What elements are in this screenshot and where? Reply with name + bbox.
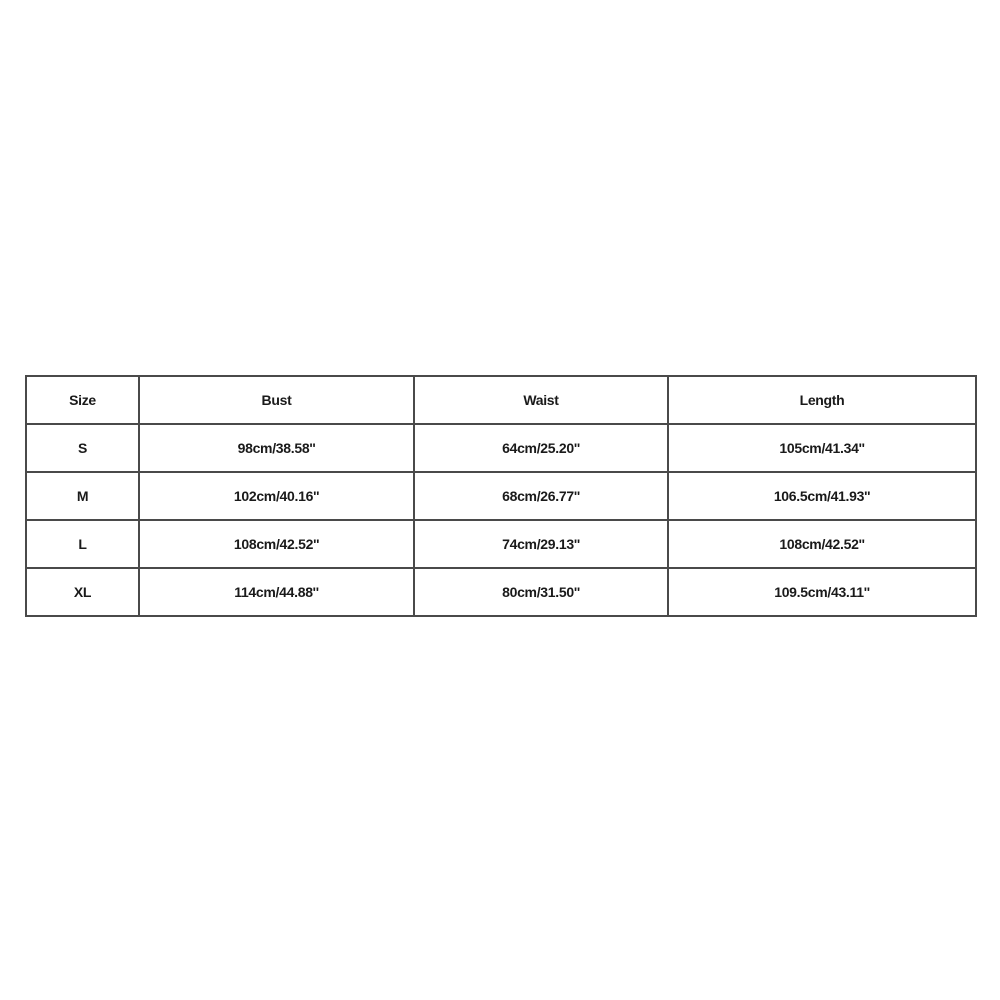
table-row [26, 520, 976, 568]
cell-waist: 68cm/26.77'' [414, 472, 668, 520]
cell-length: 109.5cm/43.11'' [668, 568, 976, 616]
header-bust: Bust [139, 376, 414, 424]
header-size: Size [26, 376, 139, 424]
cell-size: XL [26, 568, 139, 616]
header-row [26, 376, 976, 424]
cell-length: 106.5cm/41.93'' [668, 472, 976, 520]
size-chart-header [26, 376, 976, 424]
header-length: Length [668, 376, 976, 424]
cell-size: M [26, 472, 139, 520]
cell-bust: 98cm/38.58'' [139, 424, 414, 472]
cell-bust: 108cm/42.52'' [139, 520, 414, 568]
table-row [26, 472, 976, 520]
cell-bust: 102cm/40.16'' [139, 472, 414, 520]
size-chart-table [25, 375, 977, 617]
cell-bust: 114cm/44.88'' [139, 568, 414, 616]
header-waist: Waist [414, 376, 668, 424]
cell-length: 108cm/42.52'' [668, 520, 976, 568]
cell-length: 105cm/41.34'' [668, 424, 976, 472]
cell-waist: 64cm/25.20'' [414, 424, 668, 472]
cell-waist: 80cm/31.50'' [414, 568, 668, 616]
cell-waist: 74cm/29.13'' [414, 520, 668, 568]
cell-size: S [26, 424, 139, 472]
table-row [26, 568, 976, 616]
table-row [26, 424, 976, 472]
size-chart-body [26, 424, 976, 616]
cell-size: L [26, 520, 139, 568]
